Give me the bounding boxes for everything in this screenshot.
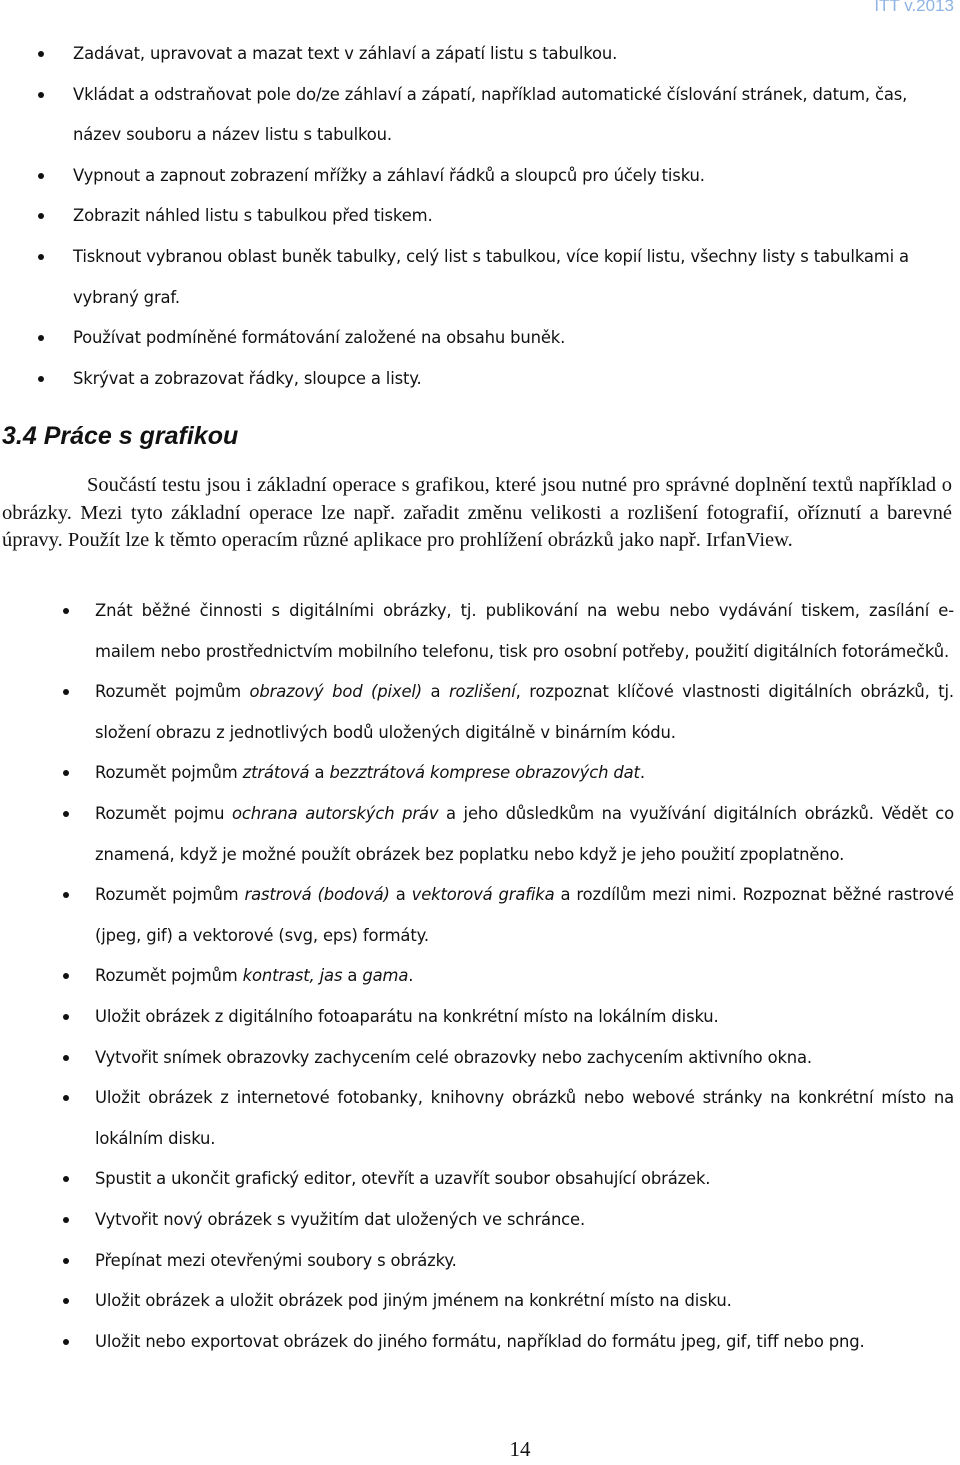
- list-item-text: [95, 1088, 954, 1148]
- list-item-text: [95, 682, 954, 742]
- list-item: [0, 1322, 960, 1363]
- bullet-icon: [63, 811, 69, 817]
- bullet-icon: [63, 608, 69, 614]
- list-item: [0, 75, 960, 156]
- list-item: [0, 34, 960, 75]
- bullet-icon: [63, 1258, 69, 1264]
- bullet-icon: [38, 254, 44, 260]
- header-version-tag: ITT v.2013: [874, 0, 954, 15]
- list-item-text: [95, 1251, 457, 1270]
- list-item-text: [95, 966, 413, 985]
- section-heading: 3.4 Práce s grafikou: [2, 422, 239, 450]
- list-item-text: Tisknout vybranou oblast buněk tabulky, celý list s tabulkou, více kopií listu, všechny listy s tabulkami a vybraný graf.: [73, 246, 909, 307]
- emphasized-term: rozlišení: [448, 682, 516, 702]
- list-item: [0, 1281, 960, 1322]
- text-run: Rozumět pojmům: [95, 682, 250, 702]
- text-run: .: [408, 966, 414, 986]
- list-item: [0, 156, 960, 197]
- list-item-text: [95, 1169, 710, 1188]
- list-item: [0, 672, 960, 753]
- bullet-icon: [63, 1176, 69, 1182]
- text-run: Přepínat mezi otevřenými soubory s obrázky.: [95, 1250, 457, 1270]
- list-item-text: [95, 804, 954, 864]
- bullet-icon: [38, 173, 44, 179]
- text-run: a: [389, 885, 412, 905]
- bullet-icon: [63, 1095, 69, 1101]
- text-run: Uložit obrázek z digitálního fotoaparátu na konkrétní místo na lokálním disku.: [95, 1006, 719, 1026]
- bullet-icon: [63, 1339, 69, 1345]
- bullet-icon: [63, 1298, 69, 1304]
- list-item-text: [95, 1048, 812, 1067]
- graphics-skills-list: [0, 591, 960, 1362]
- bullet-icon: [38, 335, 44, 341]
- bullet-icon: [38, 213, 44, 219]
- list-item: [0, 875, 960, 956]
- list-item-text: [95, 1332, 865, 1351]
- list-item: [0, 794, 960, 875]
- text-run: Spustit a ukončit grafický editor, otevřít a uzavřít soubor obsahující obrázek.: [95, 1169, 711, 1189]
- bullet-icon: [38, 376, 44, 382]
- text-run: a: [309, 763, 330, 783]
- list-item-text: [95, 1007, 719, 1026]
- emphasized-term: vektorová grafika: [411, 885, 555, 905]
- bullet-icon: [63, 1217, 69, 1223]
- emphasized-term: ochrana autorských práv: [231, 803, 439, 823]
- emphasized-term: kontrast, jas: [242, 966, 343, 986]
- list-item: [0, 997, 960, 1038]
- text-run: Rozumět pojmu: [95, 803, 232, 823]
- emphasized-term: ztrátová: [242, 763, 310, 783]
- list-item-text: [95, 885, 954, 945]
- text-run: Vytvořit snímek obrazovky zachycením celé obrazovky nebo zachycením aktivního okna.: [95, 1047, 812, 1067]
- text-run: a rozdílům mezi nimi. Rozpoznat běžné rastrové (jpeg, gif) a vektorové (svg, eps) formáty.: [95, 885, 954, 945]
- list-item: [0, 359, 960, 400]
- list-item-text: [95, 763, 645, 782]
- list-item: [0, 1038, 960, 1079]
- text-run: Rozumět pojmům: [95, 885, 245, 905]
- bullet-icon: [63, 689, 69, 695]
- emphasized-term: rastrová (bodová): [244, 885, 390, 905]
- list-item: [0, 956, 960, 997]
- emphasized-term: gama: [362, 966, 409, 986]
- text-run: Rozumět pojmům: [95, 966, 243, 986]
- list-item: [0, 1159, 960, 1200]
- bullet-icon: [63, 973, 69, 979]
- text-run: Znát běžné činnosti s digitálními obrázky, tj. publikování na webu nebo vydávání tiskem, zasílání e-mailem nebo prostřednictvím mobilního telefonu, tisk pro osobní potřeby, použití digitálních fotorámečků.: [95, 601, 954, 661]
- text-run: Uložit nebo exportovat obrázek do jiného formátu, například do formátu jpeg, gif, tiff nebo png.: [95, 1331, 865, 1351]
- emphasized-term: obrazový bod (pixel): [249, 682, 423, 702]
- text-run: Vytvořit nový obrázek s využitím dat uložených ve schránce.: [95, 1209, 586, 1229]
- list-item: [0, 1200, 960, 1241]
- bullet-icon: [63, 1014, 69, 1020]
- text-run: Rozumět pojmům: [95, 763, 243, 783]
- list-item: [0, 237, 960, 318]
- list-item: [0, 196, 960, 237]
- text-run: a jeho důsledkům na využívání digitálních obrázků. Vědět co znamená, když je možné použít obrázek bez poplatku nebo když je jeho použití zpoplatněno.: [95, 803, 955, 864]
- page-number: 14: [509, 1437, 531, 1461]
- list-item-text: Skrývat a zobrazovat řádky, sloupce a listy.: [73, 368, 422, 388]
- list-item-text: [95, 601, 954, 661]
- text-run: a: [342, 966, 363, 986]
- bullet-icon: [38, 51, 44, 57]
- list-item-text: [95, 1291, 732, 1310]
- list-item-text: Zobrazit náhled listu s tabulkou před tiskem.: [73, 206, 433, 226]
- list-item-text: Zadávat, upravovat a mazat text v záhlaví a zápatí listu s tabulkou.: [73, 44, 618, 63]
- list-item: [0, 1078, 960, 1159]
- section-paragraph: Součástí testu jsou i základní operace s grafikou, které jsou nutné pro správné doplnění textů například o obrázky. Mezi tyto základní operace lze např. zařadit změnu velikosti a rozlišení fotografií, oříznutí a barevné úpravy. Použít lze k těmto operacím různé aplikace pro prohlížení obrázků jako např. IrfanView.: [2, 474, 952, 552]
- bullet-icon: [63, 892, 69, 898]
- bullet-icon: [63, 1055, 69, 1061]
- text-run: a: [422, 682, 449, 702]
- list-item-text: Používat podmíněné formátování založené na obsahu buněk.: [73, 328, 566, 348]
- bullet-icon: [63, 770, 69, 776]
- text-run: Uložit obrázek z internetové fotobanky, knihovny obrázků nebo webové stránky na konkrétní místo na lokálním disku.: [95, 1088, 954, 1148]
- emphasized-term: bezztrátová komprese obrazových dat: [329, 763, 640, 783]
- text-run: .: [639, 763, 645, 783]
- list-item: [0, 318, 960, 359]
- list-item: [0, 1241, 960, 1282]
- list-item-text: [95, 1210, 585, 1229]
- list-item-text: Vkládat a odstraňovat pole do/ze záhlaví a zápatí, například automatické číslování stránek, datum, čas, název souboru a název listu s tabulkou.: [73, 84, 908, 145]
- list-item: [0, 591, 960, 672]
- bullet-icon: [38, 92, 44, 98]
- excel-skills-list: [0, 34, 960, 399]
- text-run: , rozpoznat klíčové vlastnosti digitálních obrázků, tj. složení obrazu z jednotlivých bodů uložených digitálně v binárním kódu.: [95, 682, 954, 742]
- list-item-text: Vypnout a zapnout zobrazení mřížky a záhlaví řádků a sloupců pro účely tisku.: [73, 165, 705, 185]
- list-item: [0, 753, 960, 794]
- text-run: Uložit obrázek a uložit obrázek pod jiným jménem na konkrétní místo na disku.: [95, 1291, 732, 1311]
